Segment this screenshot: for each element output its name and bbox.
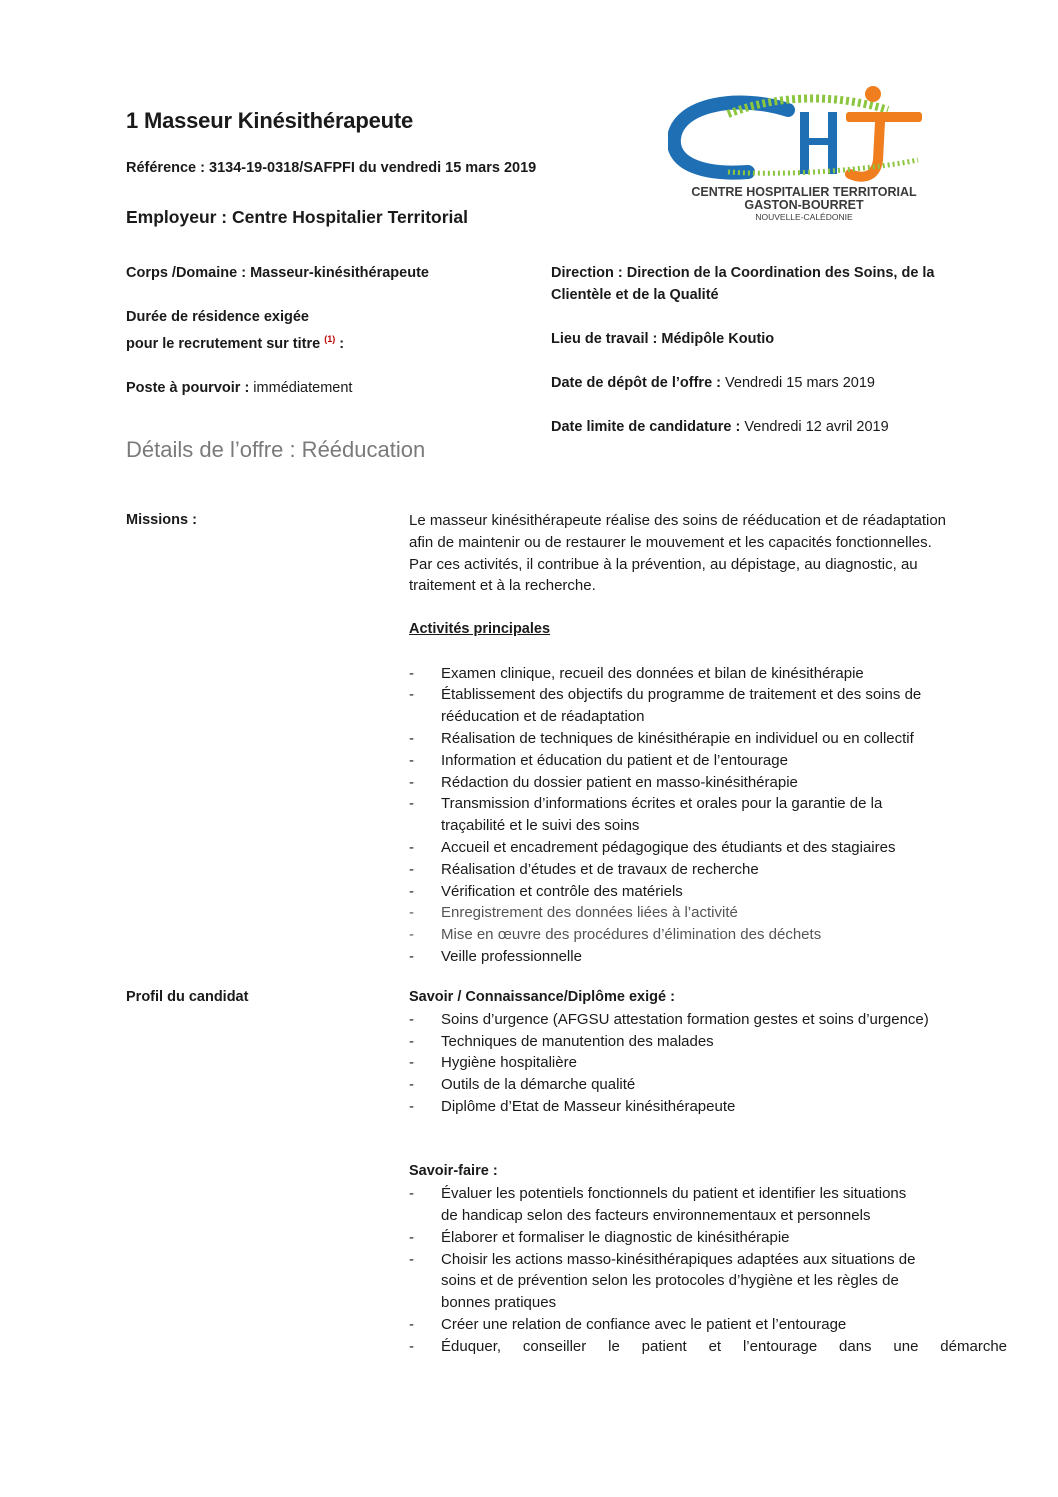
list-item-text: rééducation et de réadaptation (441, 708, 645, 726)
missions-paragraph (409, 510, 1009, 597)
missions-label: Missions : (126, 512, 197, 528)
dash-bullet: - (409, 1250, 414, 1268)
list-item (409, 1227, 1007, 1249)
list-item-text: Veille professionnelle (441, 947, 582, 965)
logo-line3: NOUVELLE-CALÉDONIE (755, 212, 853, 222)
list-item-text: de handicap selon des facteurs environnementaux et personnels (441, 1206, 871, 1224)
list-item-text: Enregistrement des données liées à l’activité (441, 904, 738, 922)
list-item-text: Transmission d’informations écrites et orales pour la garantie de la (441, 795, 883, 813)
residence-text1: Durée de résidence exigée (126, 309, 309, 325)
dash-bullet: - (409, 882, 414, 900)
dash-bullet: - (409, 1054, 414, 1072)
dash-bullet: - (409, 1076, 414, 1094)
list-item-text: Vérification et contrôle des matériels (441, 882, 683, 900)
dash-bullet: - (409, 860, 414, 878)
list-item (409, 1074, 1007, 1096)
dash-bullet: - (409, 773, 414, 791)
meta-right (551, 262, 991, 438)
dash-bullet: - (409, 1010, 414, 1028)
list-item (409, 1336, 1007, 1358)
dash-bullet: - (409, 686, 414, 704)
lieu-text: Lieu de travail : Médipôle Koutio (551, 331, 775, 347)
missions-line: Le masseur kinésithérapeute réalise des soins de rééducation et de réadaptation (409, 512, 947, 529)
corps-line (126, 262, 526, 284)
dash-bullet: - (409, 795, 414, 813)
dash-bullet: - (409, 751, 414, 769)
list-item-text: Éduquer, conseiller le patient et l’entourage dans une démarche (441, 1337, 1007, 1355)
list-item (409, 772, 1009, 794)
list-item (409, 663, 1009, 685)
list-item-text: Établissement des objectifs du programme de traitement et des soins de (441, 686, 922, 704)
savoir-title: Savoir / Connaissance/Diplôme exigé : (409, 989, 675, 1005)
poste-value: immédiatement (249, 379, 353, 396)
logo-line1: CENTRE HOSPITALIER TERRITORIAL (691, 185, 917, 199)
meta-left (126, 262, 526, 399)
limite-label: Date limite de candidature : (551, 419, 741, 435)
direction-text1: Direction : Direction de la Coordination des Soins, de la (551, 265, 935, 281)
direction-line2 (551, 284, 991, 306)
list-item (409, 750, 1009, 772)
missions-line: Par ces activités, il contribue à la prévention, au dépistage, au diagnostic, au (409, 555, 918, 573)
list-item (409, 793, 1009, 837)
list-item-text: Techniques de manutention des malades (441, 1032, 714, 1050)
dash-bullet: - (409, 729, 414, 747)
list-item (409, 1314, 1007, 1336)
list-item-text: traçabilité et le suivi des soins (441, 817, 640, 835)
missions-body (409, 510, 1009, 968)
list-item-text: Évaluer les potentiels fonctionnels du patient et identifier les situations (441, 1185, 907, 1203)
list-item (409, 902, 1009, 924)
profil-label: Profil du candidat (126, 989, 249, 1005)
list-item-text: Examen clinique, recueil des données et bilan de kinésithérapie (441, 664, 864, 682)
direction-line1 (551, 262, 991, 284)
list-item (409, 859, 1009, 881)
activities-title: Activités principales (409, 620, 551, 637)
poste-line (126, 377, 526, 399)
list-item-text: Soins d’urgence (AFGSU attestation formation gestes et soins d’urgence) (441, 1010, 929, 1028)
limite-line (551, 416, 991, 438)
list-item-text: Diplôme d’Etat de Masseur kinésithérapeute (441, 1097, 736, 1115)
activities-list (409, 663, 1009, 968)
list-item (409, 1249, 1007, 1314)
lieu-line (551, 328, 991, 350)
residence-footnote: (1) (324, 334, 336, 344)
section-title: Détails de l’offre : Rééducation (126, 437, 426, 462)
list-item-text: Hygiène hospitalière (441, 1054, 577, 1072)
residence-colon: : (335, 335, 345, 352)
residence-line1 (126, 306, 526, 328)
list-item-text: Créer une relation de confiance avec le patient et l’entourage (441, 1315, 847, 1333)
dash-bullet: - (409, 1315, 414, 1333)
reference-line: Référence : 3134-19-0318/SAFPFI du vendredi 15 mars 2019 (126, 160, 537, 176)
list-item (409, 1183, 1007, 1227)
savoir-faire-list (409, 1183, 1007, 1357)
logo-line2: GASTON-BOURRET (744, 198, 864, 212)
residence-text2: pour le recrutement sur titre (126, 335, 321, 352)
list-item-text: Choisir les actions masso-kinésithérapiques adaptées aux situations de (441, 1250, 916, 1268)
depot-value: Vendredi 15 mars 2019 (721, 375, 875, 391)
dash-bullet: - (409, 1228, 414, 1246)
dash-bullet: - (409, 664, 414, 682)
list-item (409, 837, 1009, 859)
dash-bullet: - (409, 1185, 414, 1203)
list-item-text: Information et éducation du patient et de l’entourage (441, 751, 788, 769)
cht-logo (668, 80, 940, 225)
dash-bullet: - (409, 838, 414, 856)
list-item-text: Élaborer et formaliser le diagnostic de kinésithérapie (441, 1228, 790, 1246)
list-item (409, 881, 1009, 903)
page-title: 1 Masseur Kinésithérapeute (126, 108, 414, 133)
missions-line: traitement et à la recherche. (409, 577, 596, 595)
employer-line: Employeur : Centre Hospitalier Territorial (126, 207, 468, 227)
cht-logo-graphic (668, 80, 940, 225)
savoir-list (409, 1009, 1007, 1118)
dash-bullet: - (409, 1032, 414, 1050)
direction-text2: Clientèle et de la Qualité (551, 287, 719, 303)
dash-bullet: - (409, 1097, 414, 1115)
dash-bullet: - (409, 947, 414, 965)
profil-body (409, 987, 1007, 1358)
list-item (409, 1009, 1007, 1031)
list-item (409, 728, 1009, 750)
list-item (409, 1096, 1007, 1118)
depot-line (551, 372, 991, 394)
list-item (409, 924, 1009, 946)
missions-line: afin de maintenir ou de restaurer le mouvement et les capacités fonctionnelles. (409, 533, 932, 551)
list-item (409, 1052, 1007, 1074)
list-item-text: Rédaction du dossier patient en masso-kinésithérapie (441, 773, 798, 791)
dash-bullet: - (409, 1337, 414, 1355)
savoir-faire-title: Savoir-faire : (409, 1163, 498, 1180)
dash-bullet: - (409, 904, 414, 922)
list-item (409, 684, 1009, 728)
depot-label: Date de dépôt de l’offre : (551, 375, 721, 391)
list-item-text: Accueil et encadrement pédagogique des étudiants et des stagiaires (441, 838, 896, 856)
list-item-text: bonnes pratiques (441, 1294, 557, 1312)
residence-line2 (126, 328, 526, 355)
corps-text: Corps /Domaine : Masseur-kinésithérapeute (126, 265, 429, 281)
limite-value: Vendredi 12 avril 2019 (740, 419, 889, 435)
list-item-text: Réalisation de techniques de kinésithérapie en individuel ou en collectif (441, 729, 914, 747)
list-item-text: Mise en œuvre des procédures d’élimination des déchets (441, 926, 822, 944)
poste-label: Poste à pourvoir : (126, 379, 250, 396)
list-item-text: soins et de prévention selon les protocoles d’hygiène et les règles de (441, 1272, 899, 1290)
list-item-text: Outils de la démarche qualité (441, 1076, 636, 1094)
list-item (409, 946, 1009, 968)
list-item (409, 1031, 1007, 1053)
list-item-text: Réalisation d’études et de travaux de recherche (441, 860, 759, 878)
dash-bullet: - (409, 926, 414, 944)
